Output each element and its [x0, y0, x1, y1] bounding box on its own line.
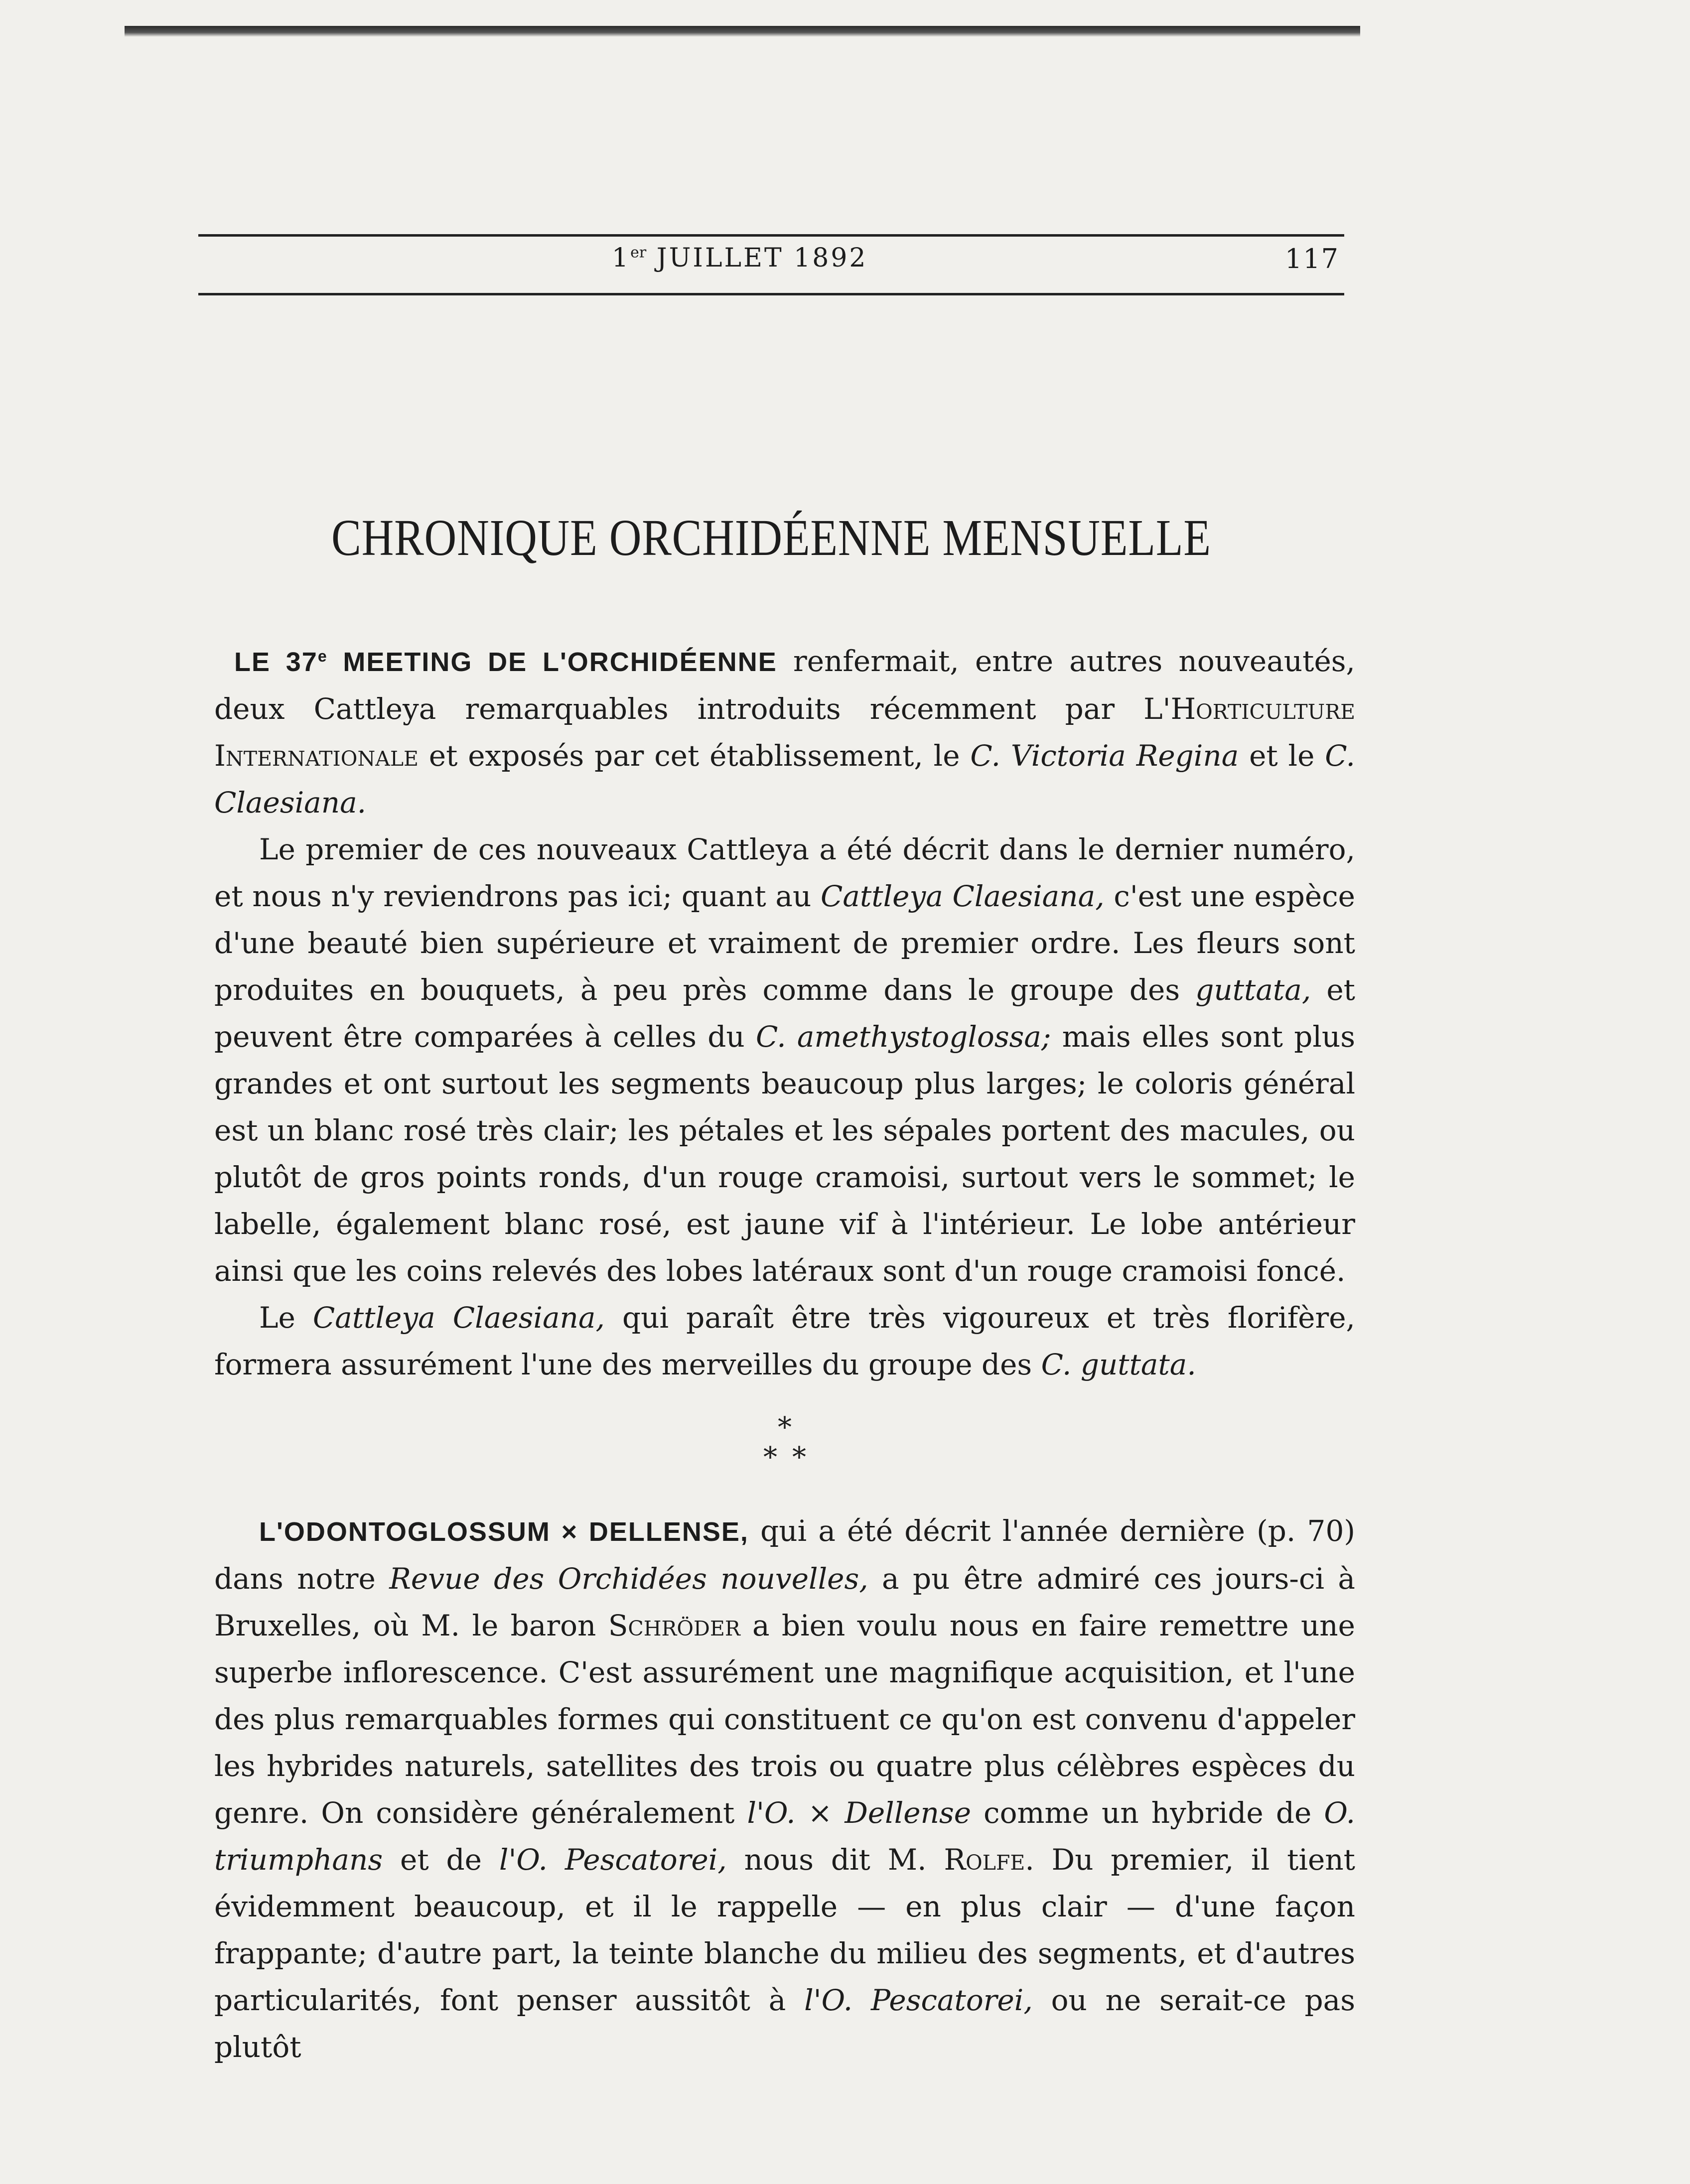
- paragraph-2: Le premier de ces nouveaux Cattleya a été décrit dans le dernier numéro, et nous n'y reviendrons pas ici; quant au Cattleya Claesiana, c'est une espèce d'une beauté bien supérieure et vraiment de premier ordre. Les fleurs sont produites en bouquets, à peu près comme dans le groupe des guttata, et peuvent être comparées à celles du C. amethystoglossa; mais elles sont plus grandes et ont surtout les segments beaucoup plus larges; le coloris général est un blanc rosé très clair; les pétales et les sépales portent des macules, ou plutôt de gros points ronds, d'un rouge cramoisi, surtout vers le sommet; le labelle, également blanc rosé, est jaune vif à l'intérieur. Le lobe antérieur ainsi que les coins relevés des lobes latéraux sont d'un rouge cramoisi foncé.: [214, 832, 1355, 1288]
- species-name: Cattleya Claesiana,: [821, 879, 1105, 913]
- paragraph-1: LE 37e MEETING DE L'ORCHIDÉENNE renfermait, entre autres nouveautés, deux Cattleya remarquables introduits récemment par L'Horticulture Internationale et exposés par cet établissement, le C. Victoria Regina et le C. Claesiana.: [214, 644, 1355, 819]
- page-number: 117: [1284, 243, 1339, 274]
- paragraph-4: L'ODONTOGLOSSUM × DELLENSE, qui a été décrit l'année dernière (p. 70) dans notre Revue des Orchidées nouvelles, a pu être admiré ces jours-ci à Bruxelles, où M. le baron Schröder a bien voulu nous en faire remettre une superbe inflorescence. C'est assurément une magnifique acquisition, et l'une des plus remarquables formes qui constituent ce qu'on est convenu d'appeler les hybrides naturels, satellites des trois ou quatre plus célèbres espèces du genre. On considère généralement l'O. × Dellense comme un hybride de O. triumphans et de l'O. Pescatorei, nous dit M. Rolfe. Du premier, il tient évidemment beaucoup, et il le rappelle — en plus clair — d'une façon frappante; d'autre part, la teinte blanche du milieu des segments, et d'autres particularités, font penser aussitôt à l'O. Pescatorei, ou ne serait-ce pas plutôt: [214, 1514, 1356, 2064]
- asterism-divider: * **: [763, 1411, 821, 1474]
- species-name: guttata,: [1195, 973, 1311, 1007]
- species-name: l'O. Pescatorei,: [804, 1983, 1033, 2017]
- header-rule-top: [198, 234, 1344, 237]
- header-date: 1er JUILLET 1892: [612, 243, 868, 273]
- section2-lead: L'ODONTOGLOSSUM × DELLENSE,: [259, 1517, 749, 1547]
- page-title: CHRONIQUE ORCHIDÉENNE MENSUELLE: [331, 509, 1211, 566]
- paragraph-3: Le Cattleya Claesiana, qui paraît être très vigoureux et très florifère, formera assurément l'une des merveilles du groupe des C. guttata.: [214, 1301, 1355, 1381]
- journal-name: Revue des Orchidées nouvelles,: [389, 1562, 868, 1596]
- species-name: O. triumphans: [214, 1796, 1356, 1877]
- species-name: l'O. × Dellense: [747, 1796, 972, 1830]
- running-head: [198, 239, 1344, 289]
- article-body: [214, 633, 1355, 2070]
- species-name: C. Victoria Regina: [970, 739, 1239, 773]
- species-name: C. Claesiana.: [214, 739, 1355, 819]
- person-name: Schröder: [608, 1609, 740, 1642]
- species-name: Cattleya Claesiana,: [312, 1301, 605, 1335]
- scan-edge: [125, 26, 1360, 37]
- person-name: Rolfe: [944, 1843, 1025, 1877]
- species-name: l'O. Pescatorei,: [499, 1843, 727, 1877]
- org-name: L'Horticulture Internationale: [214, 692, 1355, 773]
- header-rule-bottom: [198, 293, 1344, 295]
- section1-lead: LE 37e MEETING DE L'ORCHIDÉENNE: [234, 647, 777, 677]
- species-name: C. guttata.: [1041, 1348, 1196, 1381]
- species-name: C. amethystoglossa;: [755, 1020, 1051, 1054]
